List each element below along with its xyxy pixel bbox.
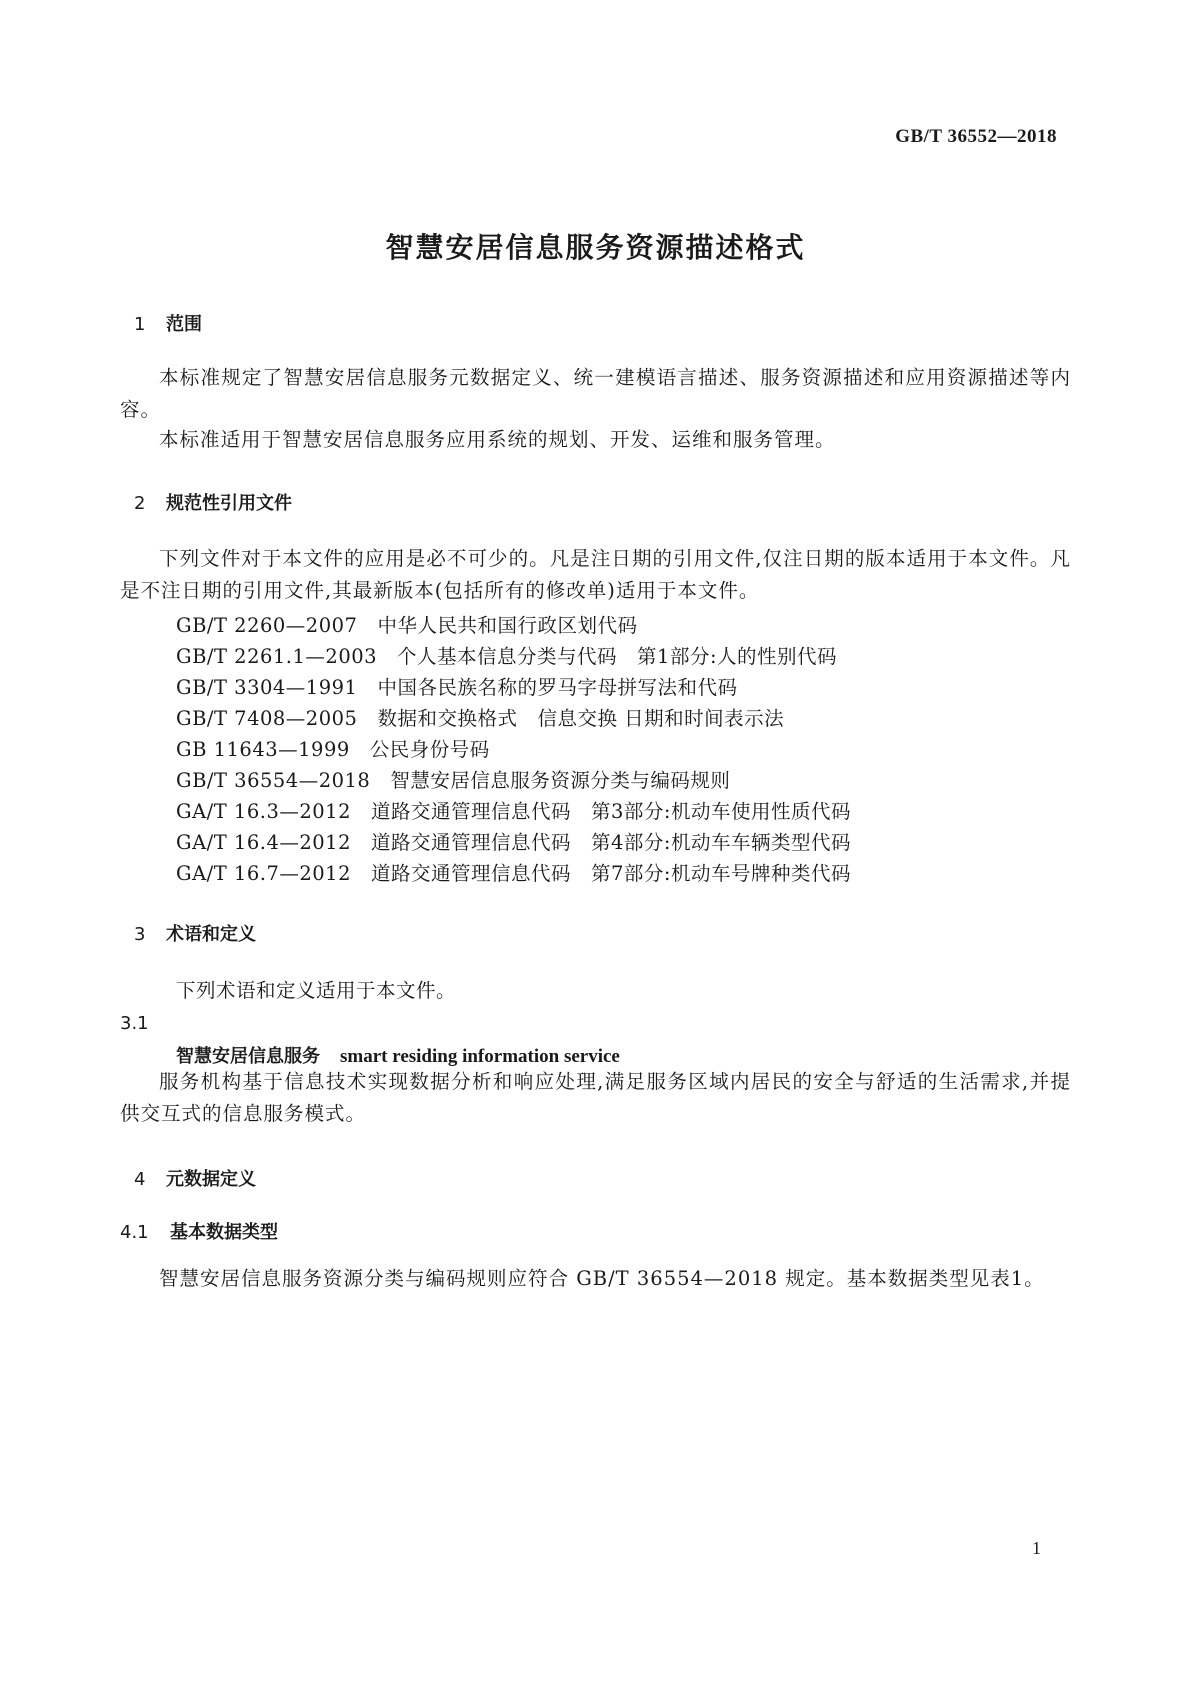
reference-item bbox=[176, 610, 637, 638]
reference-item bbox=[176, 827, 851, 855]
section-3-intro: 下列术语和定义适用于本文件。 bbox=[176, 979, 457, 1002]
section-2-intro: 下列文件对于本文件的应用是必不可少的。凡是注日期的引用文件,仅注日期的版本适用于本文件。凡是不注日期的引用文件,其最新版本(包括所有的修改单)适用于本文件。 bbox=[120, 547, 1071, 602]
reference-code: GB/T 7408—2005 bbox=[176, 707, 358, 730]
section-1-paragraph-1: 本标准规定了智慧安居信息服务元数据定义、统一建模语言描述、服务资源描述和应用资源描述等内容。 bbox=[120, 366, 1071, 421]
term-english: smart residing information service bbox=[340, 1046, 620, 1067]
reference-item bbox=[176, 858, 851, 886]
reference-code: GA/T 16.3—2012 bbox=[176, 800, 351, 823]
reference-code: GB/T 36554—2018 bbox=[176, 769, 371, 792]
reference-title: 道路交通管理信息代码 第4部分:机动车车辆类型代码 bbox=[370, 831, 851, 854]
section-3-heading bbox=[134, 920, 256, 946]
term-chinese: 智慧安居信息服务 bbox=[176, 1046, 320, 1067]
reference-title: 道路交通管理信息代码 第3部分:机动车使用性质代码 bbox=[370, 800, 851, 823]
section-title: 术语和定义 bbox=[166, 924, 256, 945]
section-title: 范围 bbox=[166, 314, 202, 335]
section-number: 3 bbox=[134, 924, 146, 945]
reference-title: 个人基本信息分类与代码 第1部分:人的性别代码 bbox=[397, 645, 838, 668]
subsection-number: 4.1 bbox=[120, 1222, 149, 1243]
term-number: 3.1 bbox=[120, 1013, 149, 1034]
reference-item bbox=[176, 641, 837, 669]
section-number: 1 bbox=[134, 314, 146, 335]
document-title: 智慧安居信息服务资源描述格式 bbox=[385, 231, 806, 264]
reference-title: 中国各民族名称的罗马字母拼写法和代码 bbox=[377, 676, 738, 699]
subsection-4-1-heading bbox=[120, 1218, 278, 1244]
reference-item bbox=[176, 672, 737, 700]
section-1-heading bbox=[134, 310, 202, 336]
reference-item bbox=[176, 734, 490, 762]
page-number: 1 bbox=[1032, 1538, 1041, 1558]
reference-code: GB/T 3304—1991 bbox=[176, 676, 358, 699]
reference-title: 数据和交换格式 信息交换 日期和时间表示法 bbox=[377, 707, 785, 730]
section-1-paragraph-2: 本标准适用于智慧安居信息服务应用系统的规划、开发、运维和服务管理。 bbox=[159, 428, 836, 451]
standard-code: GB/T 36552—2018 bbox=[895, 126, 1057, 147]
section-2-heading bbox=[134, 489, 292, 515]
reference-item bbox=[176, 796, 851, 824]
section-number: 4 bbox=[134, 1169, 146, 1190]
reference-item bbox=[176, 765, 730, 793]
section-title: 元数据定义 bbox=[166, 1169, 256, 1190]
section-title: 规范性引用文件 bbox=[166, 493, 292, 514]
reference-code: GB/T 2260—2007 bbox=[176, 614, 358, 637]
term-definition: 服务机构基于信息技术实现数据分析和响应处理,满足服务区域内居民的安全与舒适的生活需求,并提供交互式的信息服务模式。 bbox=[120, 1070, 1071, 1125]
reference-title: 公民身份号码 bbox=[369, 738, 490, 761]
reference-item bbox=[176, 703, 784, 731]
reference-code: GA/T 16.4—2012 bbox=[176, 831, 351, 854]
section-number: 2 bbox=[134, 493, 146, 514]
reference-code: GB/T 2261.1—2003 bbox=[176, 645, 378, 668]
section-4-heading bbox=[134, 1165, 256, 1191]
subsection-title: 基本数据类型 bbox=[170, 1222, 278, 1243]
reference-title: 道路交通管理信息代码 第7部分:机动车号牌种类代码 bbox=[370, 862, 851, 885]
reference-code: GB 11643—1999 bbox=[176, 738, 350, 761]
term-entry bbox=[176, 1042, 620, 1068]
reference-code: GA/T 16.7—2012 bbox=[176, 862, 351, 885]
reference-title: 智慧安居信息服务资源分类与编码规则 bbox=[390, 769, 731, 792]
reference-title: 中华人民共和国行政区划代码 bbox=[377, 614, 638, 637]
subsection-4-1-paragraph: 智慧安居信息服务资源分类与编码规则应符合 GB/T 36554—2018 规定。基本数据类型见表1。 bbox=[159, 1267, 1045, 1290]
